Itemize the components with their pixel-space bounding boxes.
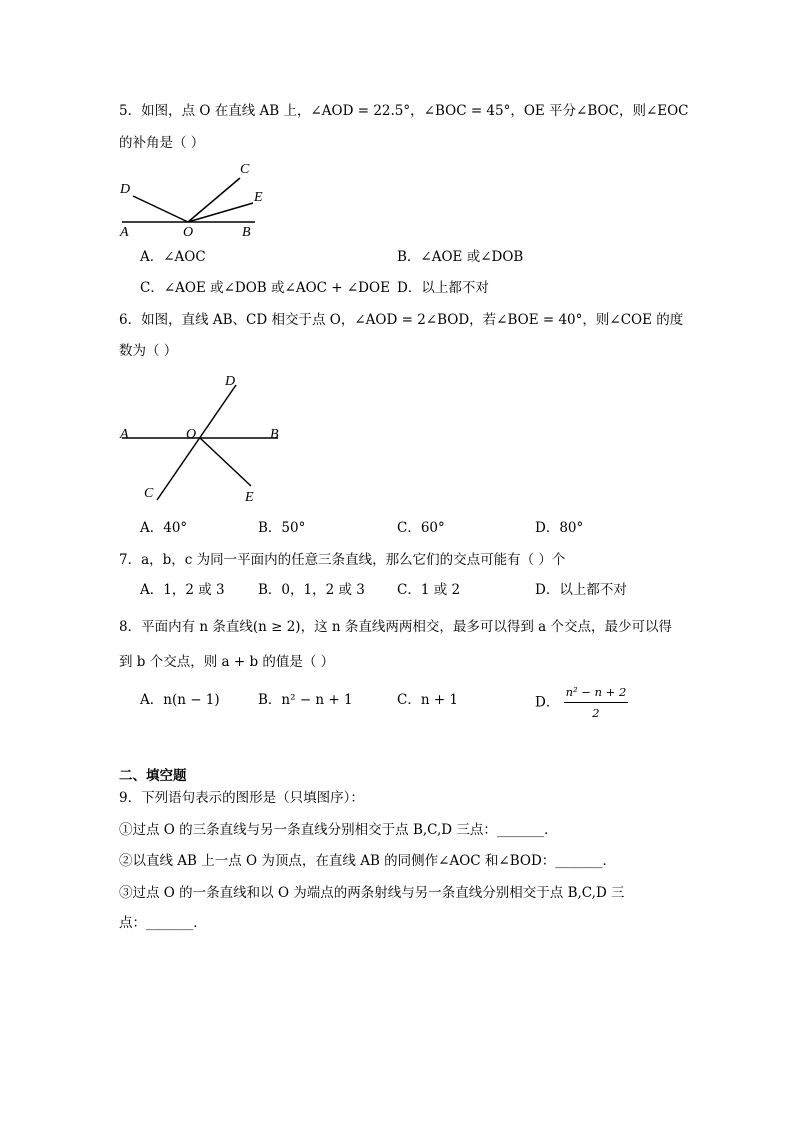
- q6-label-o: O: [186, 427, 197, 442]
- q6-label-c: C: [144, 486, 154, 501]
- q5-option-c: C．∠AOE 或∠DOB 或∠AOC + ∠DOE: [140, 280, 390, 296]
- q7-option-d: D．以上都不对: [535, 582, 627, 598]
- q8-option-d-numerator: n² − n + 2: [564, 682, 629, 703]
- q6-label-e: E: [245, 490, 254, 505]
- q5-stem-line1: 5．如图，点 O 在直线 AB 上，∠AOD = 22.5°，∠BOC = 45°，OE 平分∠BOC，则∠EOC: [119, 103, 689, 119]
- q5-label-b: B: [242, 225, 251, 240]
- q5-option-a: A．∠AOC: [140, 249, 206, 265]
- q9-stem: 9．下列语句表示的图形是（只填图序）：: [119, 790, 364, 806]
- section-heading: 二、填空题: [119, 768, 187, 784]
- q5-label-a: A: [120, 225, 129, 240]
- q5-stem-line2: 的补角是（ ）: [119, 135, 205, 151]
- q6-label-d: D: [225, 374, 236, 389]
- q6-stem-line2: 数为（ ）: [119, 343, 178, 359]
- q8-option-c: C．n + 1: [397, 692, 459, 708]
- q8-stem-line1: 8．平面内有 n 条直线(n ≥ 2)，这 n 条直线两两相交，最多可以得到 a 个交点，最少可以得: [119, 619, 672, 635]
- q6-option-d: D．80°: [535, 520, 584, 536]
- q6-label-a: A: [120, 427, 129, 442]
- q5-option-b: B．∠AOE 或∠DOB: [397, 249, 524, 265]
- q8-option-b: B．n² − n + 1: [258, 692, 353, 708]
- q8-option-d-prefix: D．: [535, 694, 560, 711]
- q6-label-b: B: [270, 427, 279, 442]
- q7-option-b: B．0，1，2 或 3: [258, 582, 365, 598]
- q8-option-d-fraction: [564, 682, 629, 723]
- q9-item-1: ①过点 O 的三条直线与另一条直线分别相交于点 B,C,D 三点：_______．: [119, 822, 558, 838]
- q6-option-c: C．60°: [397, 520, 445, 536]
- q5-label-e: E: [254, 190, 263, 205]
- q7-stem: 7．a，b，c 为同一平面内的任意三条直线，那么它们的交点可能有（ ）个: [119, 552, 566, 568]
- q9-item-3-line2: 点：_______．: [119, 915, 207, 931]
- q6-option-b: B．50°: [258, 520, 306, 536]
- q8-option-a: A．n(n − 1): [140, 692, 220, 708]
- q8-option-d: [535, 682, 628, 723]
- q6-option-a: A．40°: [140, 520, 188, 536]
- q7-option-c: C．1 或 2: [397, 582, 461, 598]
- q8-option-d-denominator: 2: [592, 706, 600, 720]
- q9-item-3-line1: ③过点 O 的一条直线和以 O 为端点的两条射线与另一条直线分别相交于点 B,C,D 三: [119, 885, 625, 901]
- q5-label-o: O: [183, 225, 194, 240]
- q5-label-c: C: [240, 162, 250, 177]
- q9-item-2: ②以直线 AB 上一点 O 为顶点，在直线 AB 的同侧作∠AOC 和∠BOD：_______．: [119, 853, 617, 869]
- q6-stem-line1: 6．如图，直线 AB、CD 相交于点 O，∠AOD = 2∠BOD，若∠BOE = 40°，则∠COE 的度: [119, 312, 684, 328]
- q5-label-d: D: [120, 182, 131, 197]
- q7-option-a: A．1，2 或 3: [140, 582, 225, 598]
- q8-stem-line2: 到 b 个交点，则 a + b 的值是（ ）: [119, 654, 335, 670]
- q5-option-d: D．以上都不对: [397, 280, 489, 296]
